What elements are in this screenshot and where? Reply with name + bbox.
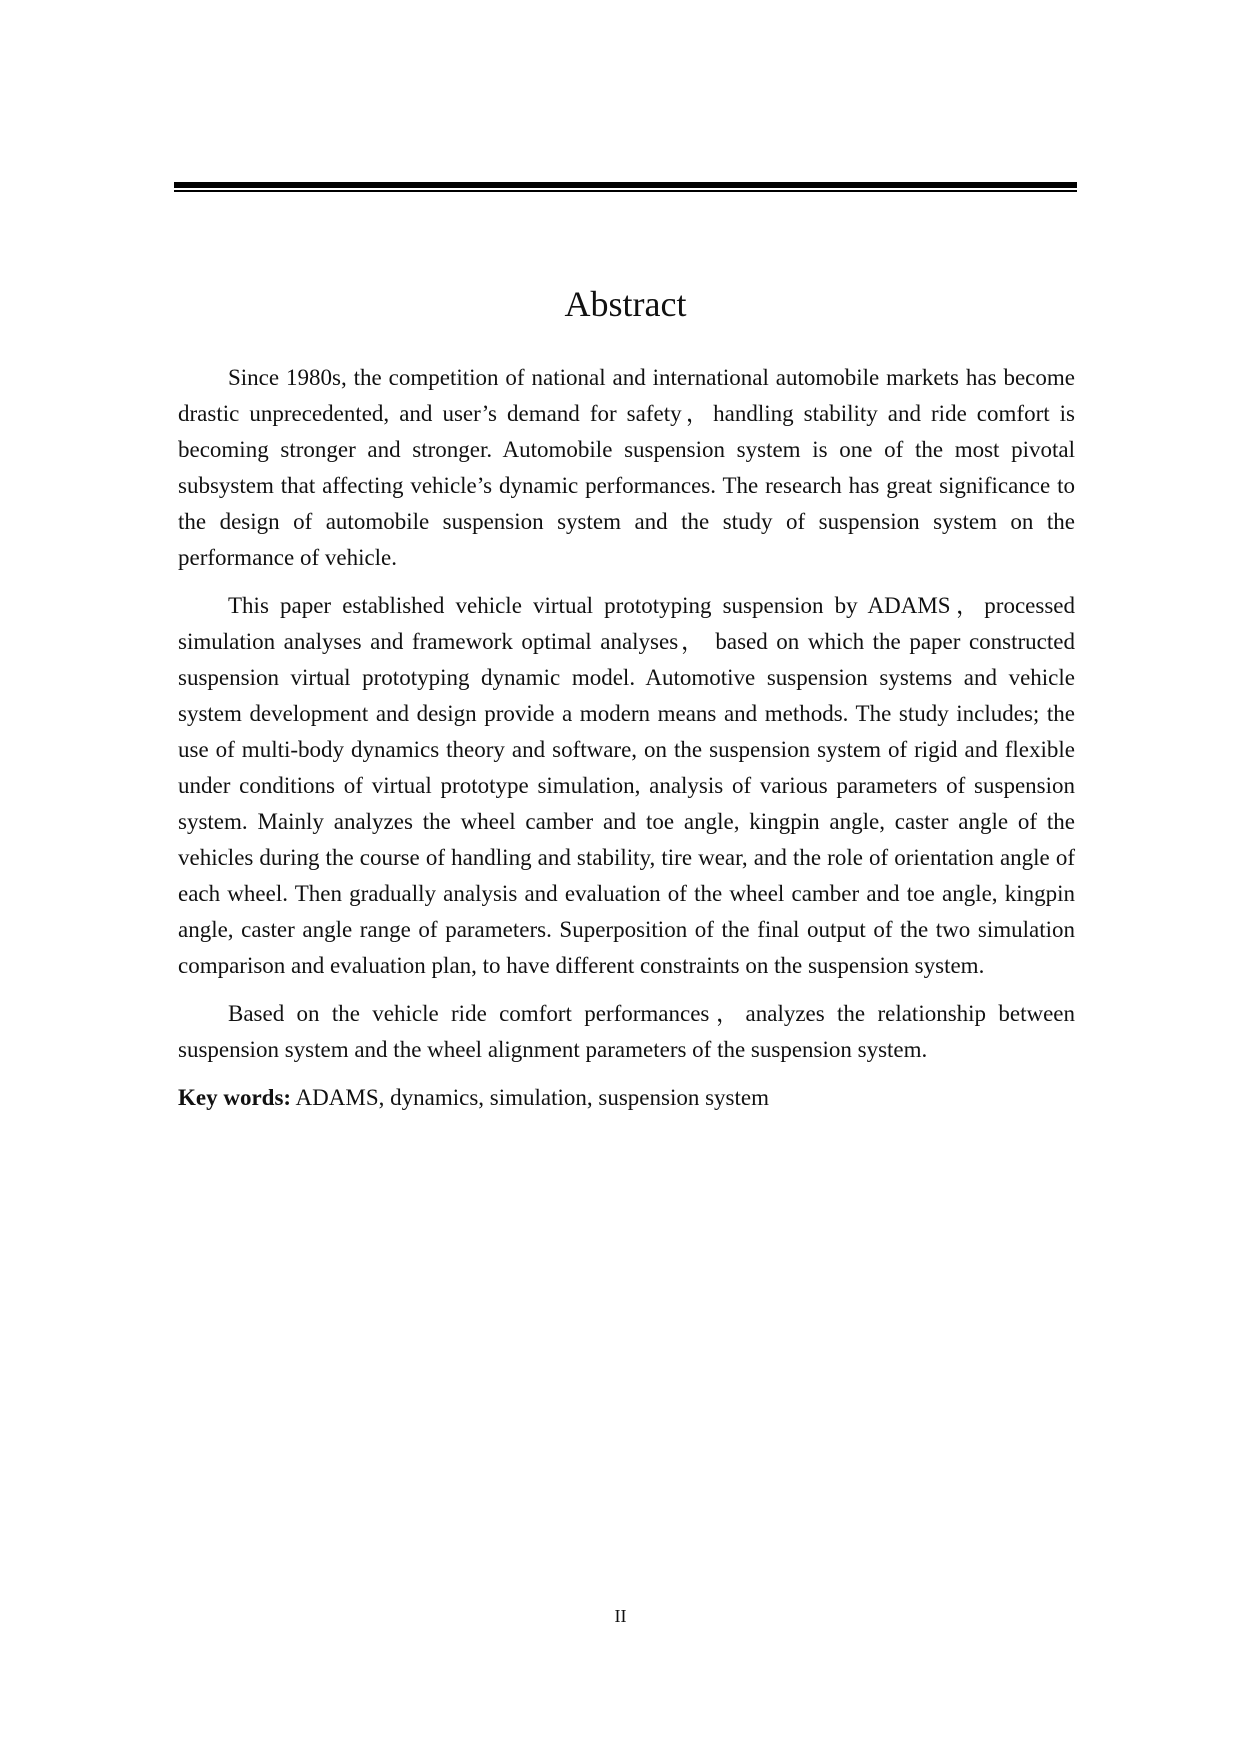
abstract-paragraph-3: Based on the vehicle ride comfort performances，analyzes the relationship between suspension system and the wheel alignment parameters of the suspension system. [178,1001,1075,1062]
header-rule-thin-line [174,190,1077,192]
keywords-label: Key words: [178,1085,292,1110]
keywords-line [178,1080,1075,1116]
abstract-body [178,360,1075,1116]
page-number: II [614,1606,627,1626]
keywords-list: ADAMS, dynamics, simulation, suspension system [291,1085,769,1110]
abstract-paragraph-2: This paper established vehicle virtual prototyping suspension by ADAMS，processed simulation analyses and framework optimal analyses， based on which the paper constructed suspension virtual prototyping dynamic model. Automotive suspension systems and vehicle system development and design provide a modern means and methods. The study includes; the use of multi-body dynamics theory and software, on the suspension system of rigid and flexible under conditions of virtual prototype simulation, analysis of various parameters of suspension system. Mainly analyzes the wheel camber and toe angle, kingpin angle, caster angle of the vehicles during the course of handling and stability, tire wear, and the role of orientation angle of each wheel. Then gradually analysis and evaluation of the wheel camber and toe angle, kingpin angle, caster angle range of parameters. Superposition of the final output of the two simulation comparison and evaluation plan, to have different constraints on the suspension system. [178,593,1075,978]
page-title: Abstract [564,284,687,324]
header-rule [174,182,1077,192]
abstract-paragraph-1: Since 1980s, the competition of national and international automobile markets has become drastic unprecedented, and user’s demand for safety，handling stability and ride comfort is becoming stronger and stronger. Automobile suspension system is one of the most pivotal subsystem that affecting vehicle’s dynamic performances. The research has great significance to the design of automobile suspension system and the study of suspension system on the performance of vehicle. [178,365,1075,570]
